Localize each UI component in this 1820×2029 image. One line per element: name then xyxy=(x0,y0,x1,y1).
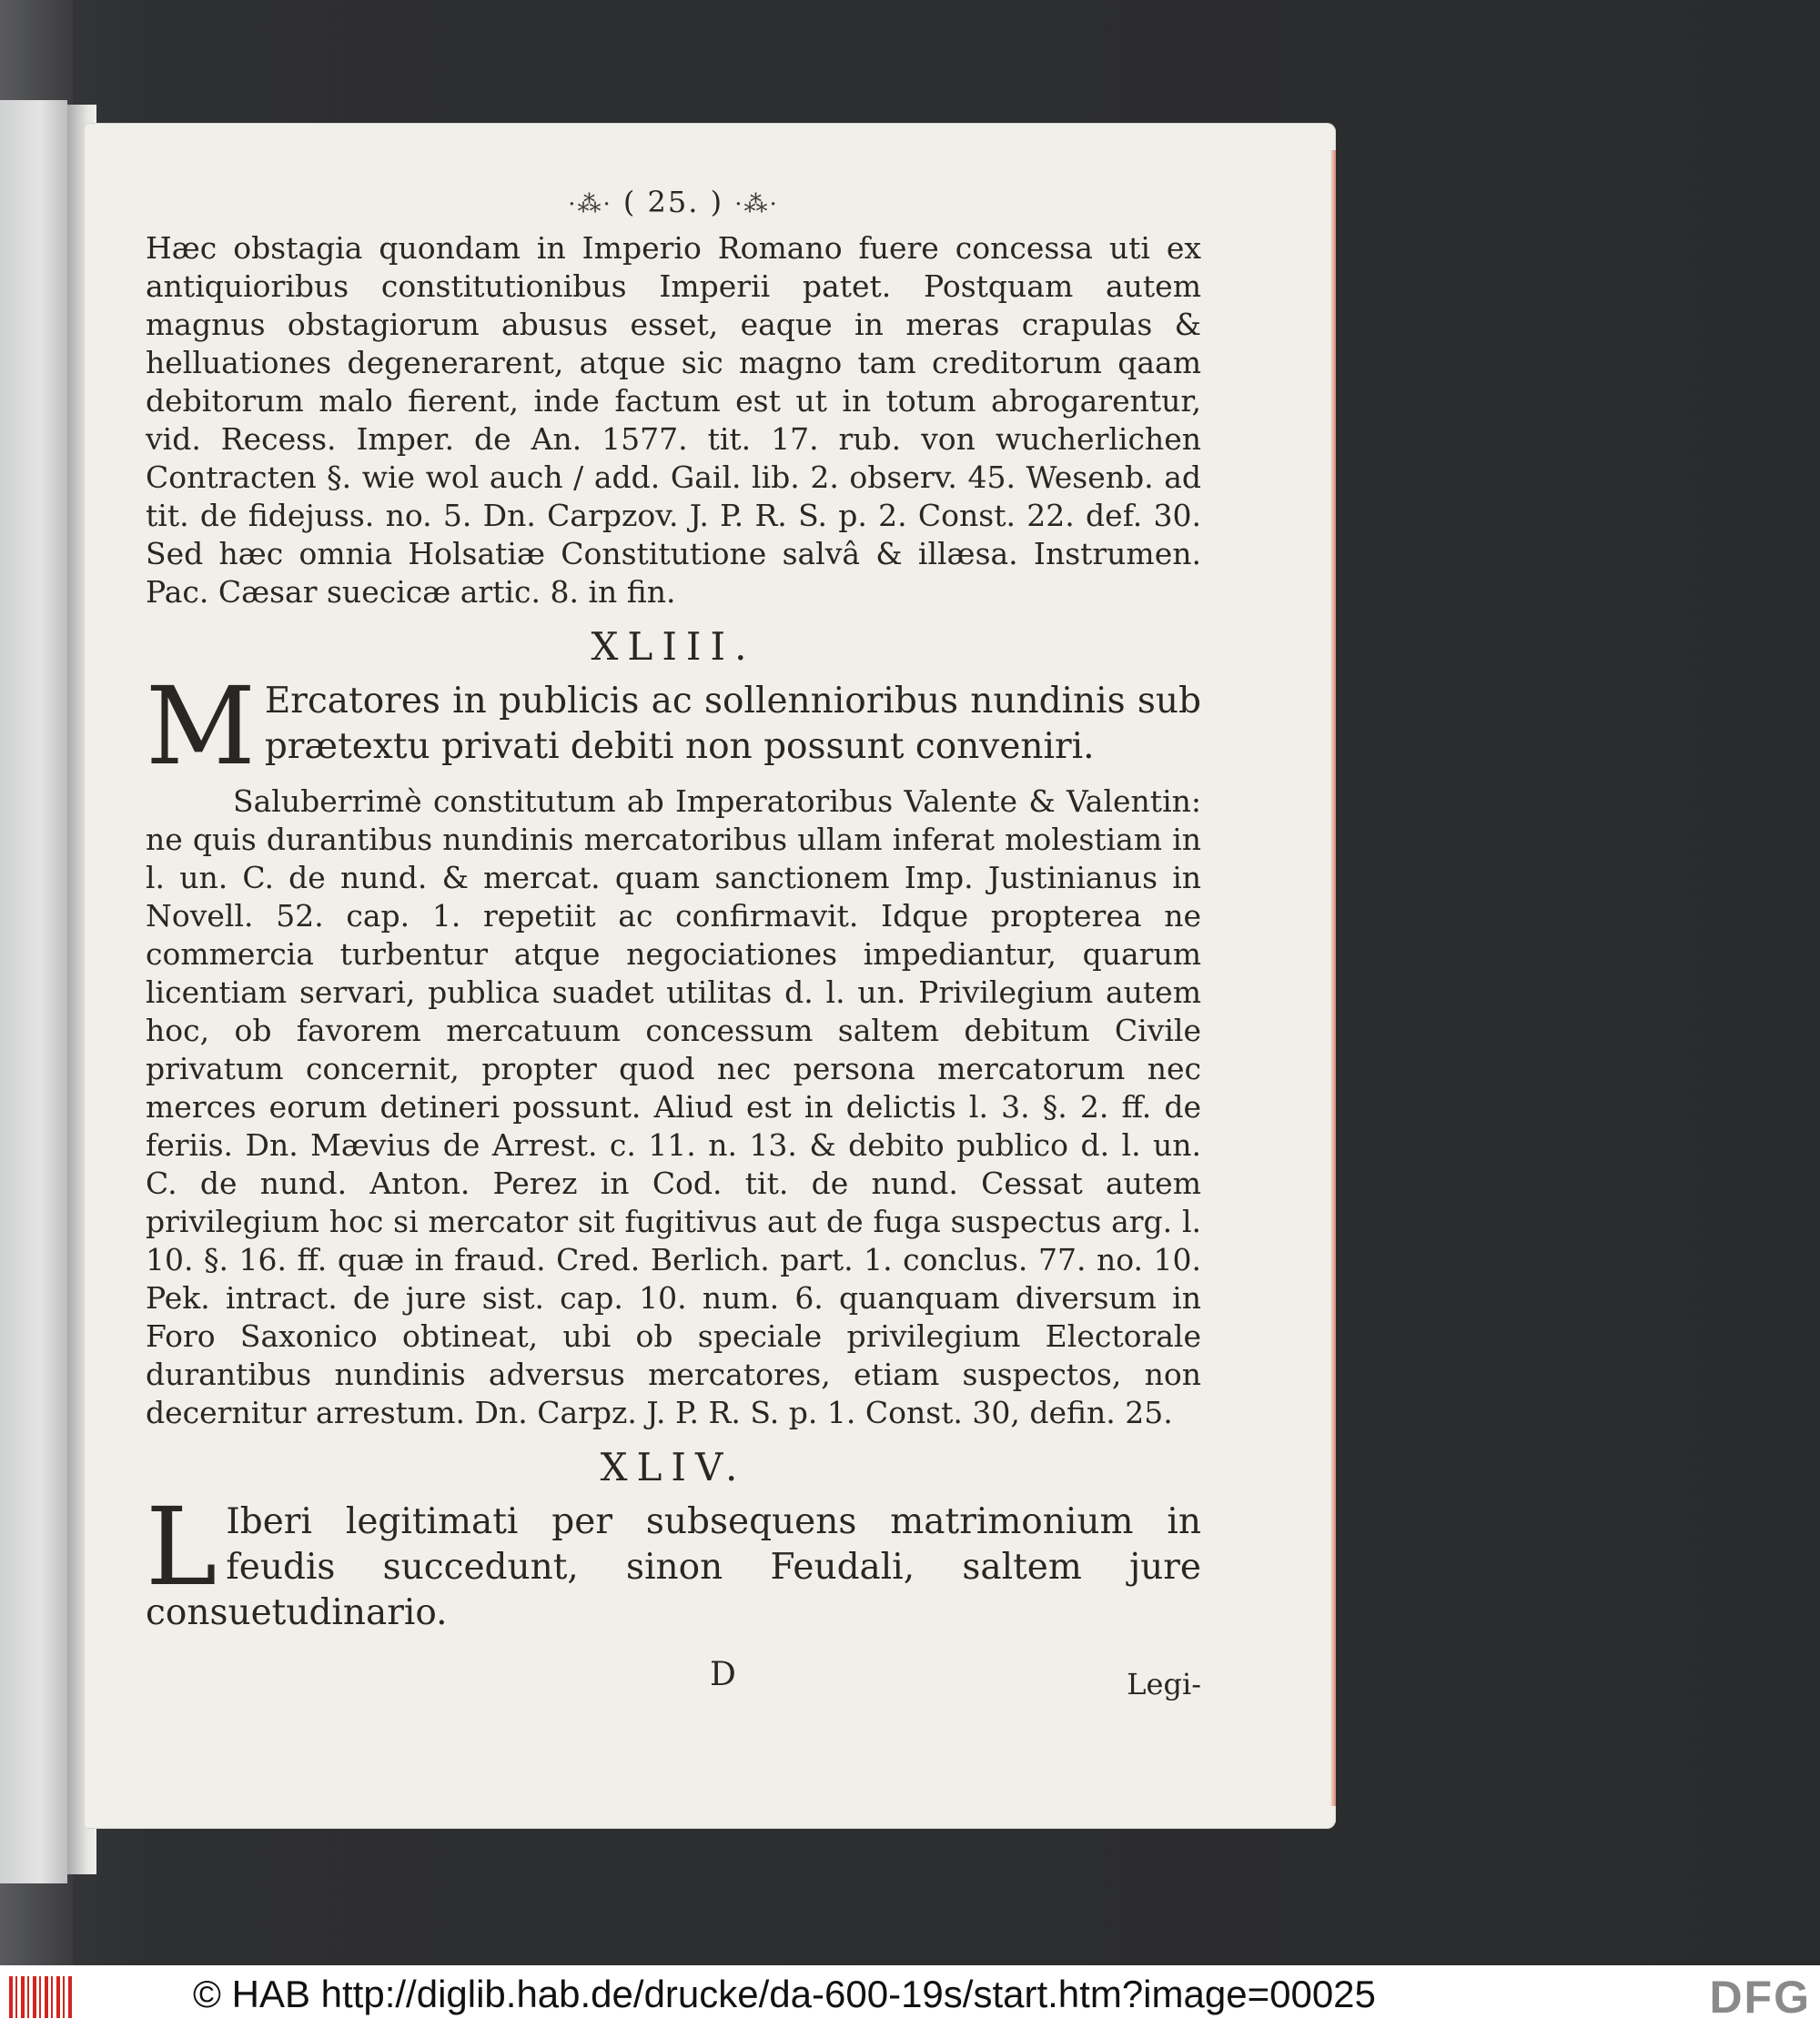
credit-bar xyxy=(0,1965,1820,2029)
ornament-left-icon: ·⁂· xyxy=(568,191,612,218)
page-edge xyxy=(1330,150,1336,1806)
section-43-thesis xyxy=(146,663,1201,789)
book-page xyxy=(84,123,1336,1829)
section-44-numeral: XLIV. xyxy=(600,1445,747,1489)
ornament-right-icon: ·⁂· xyxy=(734,191,779,218)
previous-page-edge xyxy=(0,100,67,1883)
barcode-icon xyxy=(9,1976,75,2018)
page-number: ( 25. ) xyxy=(622,185,724,219)
dropcap-l: L xyxy=(146,1484,217,1610)
page-header xyxy=(146,183,1201,224)
page-text xyxy=(146,183,1201,1711)
thesis-43-text: Ercatores in publicis ac sollennioribus nundinis sub prætextu privati debiti non possunt conveniri. xyxy=(264,681,1201,767)
section-43-body: Saluberrimè constitutum ab Imperatoribus Valente & Valentin: ne quis durantibus nundinis mercatoribus ullam inferat molestiam in l. un. C. de nund. & mercat. quam sanctionem Imp. Justinianus in Novell. 52. cap. 1. repetiit ac confirmavit. Idque propterea ne commercia turbentur atque negociationes impediantur, quarum licentiam servari, publica suadet utilitas d. l. un. Privilegium autem hoc, ob favorem mercatuum concessum saltem debitum Civile privatum concernit, propter quod nec persona mercatorum nec merces eorum detineri possunt. Aliud est in delictis l. 3. §. 2. ff. de feriis. Dn. Mævius de Arrest. c. 11. n. 13. & debito publico d. l. un. C. de nund. Anton. Perez in Cod. tit. de nund. Cessat autem privilegium hoc si mercator sit fugitivus aut de fuga suspectus arg. l. 10. §. 16. ff. quæ in fraud. Cred. Berlich. part. 1. conclus. 77. no. 10. Pek. intract. de jure sist. cap. 10. num. 6. quanquam diversum in Foro Saxonico obtineat, ubi ob speciale privilegium Electorale durantibus nundinis adversus mercatores, etiam suspectos, non decernitur arrestum. Dn. Carpz. J. P. R. S. p. 1. Const. 30, defin. 25. xyxy=(146,783,1201,1430)
dfg-logo: DFG xyxy=(1709,1972,1811,2023)
thesis-44-text: Iberi legitimati per subsequens matrimonium in feudis succedunt, sinon Feudali, saltem jure consuetudinario. xyxy=(146,1501,1201,1633)
page-footer xyxy=(146,1656,1201,1711)
credit-url[interactable]: © HAB http://diglib.hab.de/drucke/da-600-19s/start.htm?image=00025 xyxy=(193,1973,1376,2015)
signature-mark: D xyxy=(710,1656,736,1693)
section-44-thesis xyxy=(146,1484,1201,1636)
dropcap-m: M xyxy=(146,663,256,789)
catchword: Legi- xyxy=(1127,1667,1201,1701)
paragraph-1: Hæc obstagia quondam in Imperio Romano fuere concessa uti ex antiquioribus constitutionibus Imperii patet. Postquam autem magnus obstagiorum abusus esset, eaque in meras crapulas & helluationes degenerarent, atque sic magno tam creditorum qaam debitorum malo fierent, inde factum est ut in totum abrogarentur, vid. Recess. Imper. de An. 1577. tit. 17. rub. von wucherlichen Contracten §. wie wol auch / add. Gail. lib. 2. observ. 45. Wesenb. ad tit. de fidejuss. no. 5. Dn. Carpzov. J. P. R. S. p. 2. Const. 22. def. 30. Sed hæc omnia Holsatiæ Constitutione salvâ & illæsa. Instrumen. Pac. Cæsar suecicæ artic. 8. in fin. xyxy=(146,230,1201,610)
section-43-numeral: XLIII. xyxy=(591,624,756,669)
